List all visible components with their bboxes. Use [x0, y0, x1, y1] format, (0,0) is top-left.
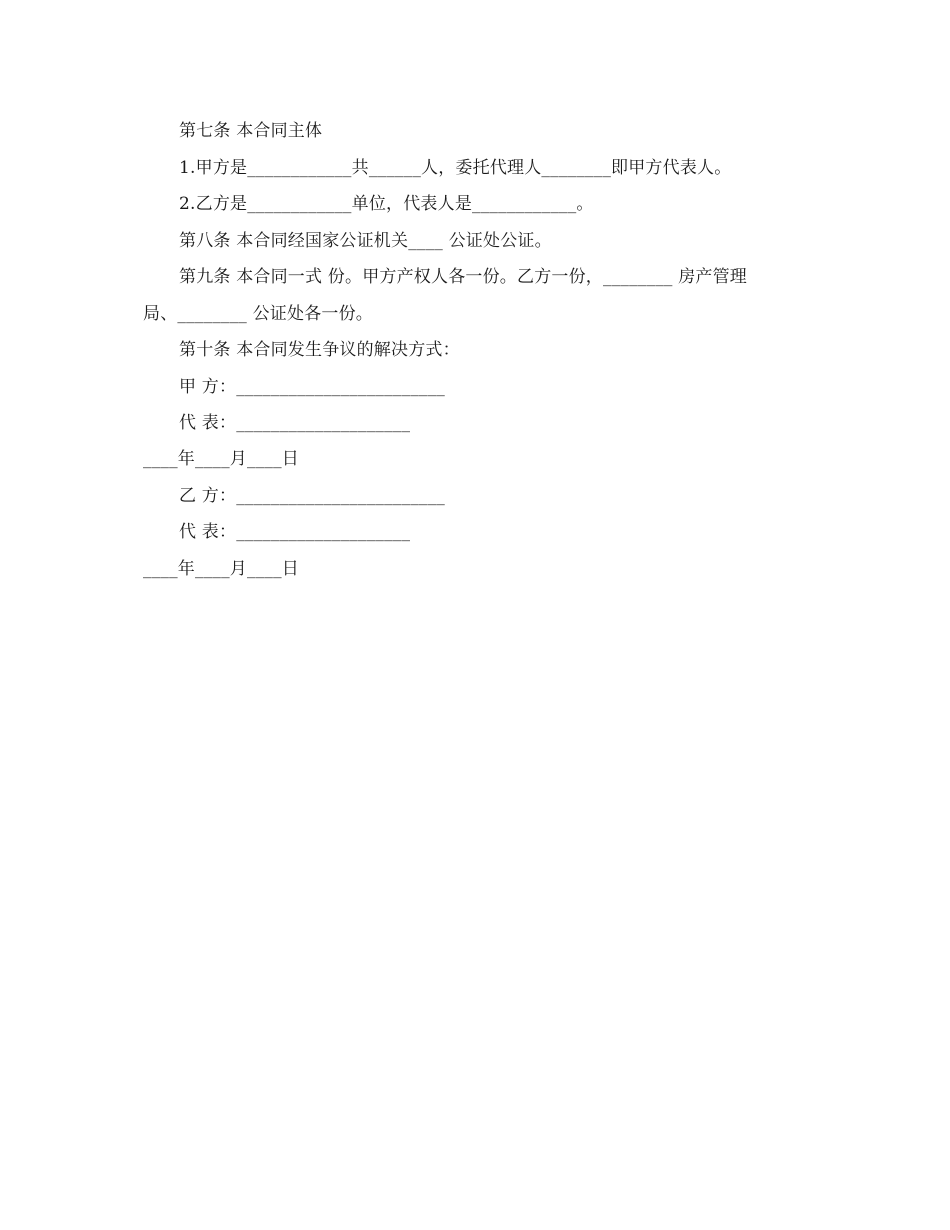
party-b-signature-line: 乙 方：________________________	[179, 486, 446, 506]
party-a-signature-line: 甲 方：________________________	[179, 377, 446, 397]
party-b-clause: 2.乙方是____________单位，代表人是____________。	[179, 194, 594, 214]
party-b-representative-line: 代 表：____________________	[179, 522, 411, 542]
party-b-date-line: ____年____月____日	[143, 559, 299, 579]
article-9-continuation: 局、________ 公证处各一份。	[143, 304, 374, 324]
article-9-clause: 第九条 本合同一式 份。甲方产权人各一份。乙方一份，________ 房产管理	[179, 267, 748, 287]
party-a-representative-line: 代 表：____________________	[179, 413, 411, 433]
party-a-date-line: ____年____月____日	[143, 449, 299, 469]
article-7-heading: 第七条 本合同主体	[179, 121, 323, 141]
party-a-clause: 1.甲方是____________共______人，委托代理人________即甲方代表人。	[179, 158, 732, 178]
article-10-clause: 第十条 本合同发生争议的解决方式：	[179, 340, 460, 360]
article-8-clause: 第八条 本合同经国家公证机关____ 公证处公证。	[179, 231, 552, 251]
